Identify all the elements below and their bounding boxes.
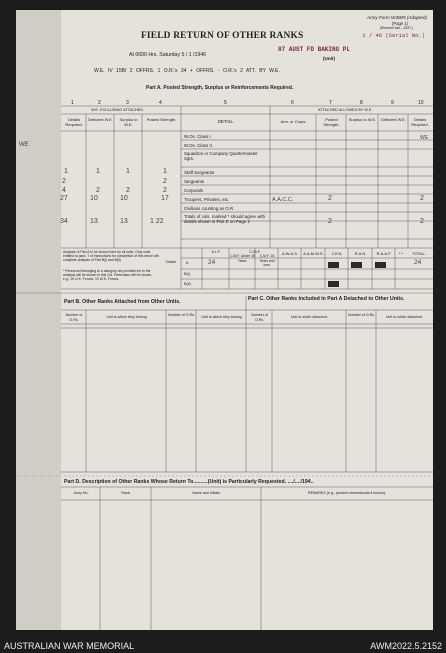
col-number-8: 8 [360, 100, 363, 106]
we-handwritten-mark-right: WE [420, 135, 429, 141]
unit-stamp: 87 AUST FD BAKING PL [278, 46, 351, 53]
detail-row-label: Totals of cols. marked * should agree with details shown in Part E on Page 2 [184, 214, 266, 224]
redaction-block [375, 262, 386, 268]
analysis-row-a: A [186, 261, 189, 265]
civil-header: CIVIL [331, 251, 342, 256]
army-form-number: Army Form W3009 (Adapted) [367, 15, 427, 20]
posted-strength-header-2: Posted Strength. [323, 117, 340, 127]
part-c-number-col: Number of O.Rs. [251, 313, 268, 322]
row-value: 2 [126, 187, 130, 194]
row-value: 4 [62, 187, 66, 194]
we-excluding-header: W.E. EXCLUDING ATTACHED. [91, 108, 145, 112]
page-reference: (Page 1) [391, 21, 408, 26]
analysis-note: Analysis of Part A to be shown here by all units. Only units entitled to para. 7 of instructions for completion of this return will complete analysis of Part B(i) and B(ii). [63, 250, 159, 262]
posted-total-value: 2 [328, 218, 332, 225]
total-value: 1 22 [150, 218, 164, 225]
col-number-9: 9 [391, 100, 394, 106]
we-handwritten-mark: WE [19, 142, 29, 148]
analysis-row-bi: B(i) [184, 272, 190, 276]
row-value: 1 [126, 168, 130, 175]
unit-label: (Unit) [323, 56, 335, 61]
deficient-header: Deficient W.E. [87, 117, 114, 122]
attached-allowed-header: ATTACHED ALLOWED BY W.E. [318, 108, 373, 112]
row-value: 1 [163, 168, 167, 175]
part-b-heading: Part B. Other Ranks Attached from Other Units. [64, 299, 181, 305]
raaf-header: R.A.A.F. [376, 251, 392, 256]
aamws-header: A.A.M.W.S. [303, 251, 324, 256]
part-b-number-col-2: Number of O.Rs. [168, 313, 195, 317]
analysis-detail-label: Detail [166, 260, 176, 264]
detail-header: DETAIL. [217, 119, 235, 124]
part-b-number-col: Number of O.Rs. [65, 313, 83, 322]
detail-row-label: Sergeants [184, 179, 205, 184]
col-number-1: 1 [71, 100, 74, 106]
detail-row-label: Corporals [184, 188, 204, 193]
row-value: 10 [90, 195, 98, 202]
surplus-header: Surplus to W.E. [119, 117, 138, 127]
detail-row-label: Civilians counting as O.R. [184, 206, 235, 211]
cmf-18-over-header: C.M.F. 18 Years and over. [259, 254, 275, 268]
row-value: 2 [163, 187, 167, 194]
part-b-unit-col: Unit to which they belong [106, 315, 147, 319]
total-value: 13 [120, 218, 128, 225]
part-d-remarks-col: REMARKS (e.g., present whereabouts if known). [308, 491, 386, 495]
total-value: 24 [414, 259, 422, 266]
form-title: FIELD RETURN OF OTHER RANKS [141, 31, 304, 41]
part-c-heading: Part C. Other Ranks Included in Part A Detached to Other Units. [248, 296, 405, 302]
other-header: * * [398, 251, 404, 256]
detail-row-label: Squadron or Company Quartermaster Sgts. [184, 151, 258, 161]
redaction-block [328, 281, 339, 287]
redaction-block [351, 262, 362, 268]
archive-reference: AWM2022.5.2152 [370, 641, 442, 651]
col-number-10: 10 [418, 100, 424, 106]
deficient-header-2: Deficient W.E. [380, 117, 407, 122]
total-header: TOTAL. [412, 251, 426, 256]
col-number-4: 4 [159, 100, 162, 106]
category-note: * Personnel belonging to a category not provided for in the analysis will be shown in this Col. Particulars will be shown, e.g., 20 U.K. Forces, 10 W.S. Forces. [63, 269, 153, 281]
redaction-block [328, 262, 339, 268]
establishment-line: W.E. IV 15B/ 2 OFFRS. 1 O.R.'s 34 + OFFRS. - O.R.'s 2 ATT. BY W.E. [94, 68, 280, 74]
col-number-6: 6 [291, 100, 294, 106]
form-page [16, 10, 433, 630]
row-value: 2 [96, 187, 100, 194]
part-d-name-col: Name and Initials. [192, 491, 221, 495]
row-value: 2 [163, 178, 167, 185]
part-d-rank-col: Rank. [121, 491, 131, 495]
total-value: 13 [90, 218, 98, 225]
row-value: 17 [161, 195, 169, 202]
part-c-number-col-2: Number of O.Rs. [348, 313, 375, 317]
part-d-heading: Part D. Description of Other Ranks Whose Return To..........(Unit) is Particularly Requested. ..../..../194.. [64, 479, 314, 485]
row-value: 10 [120, 195, 128, 202]
part-c-unit-col-2: Unit to which detached. [385, 315, 424, 319]
arm-corps-value: A.A.C.C. [272, 197, 294, 203]
row-value: 27 [60, 195, 68, 202]
posted-header: Posted Strength. [146, 117, 177, 122]
details-required-value: 2 [420, 195, 424, 202]
col-number-5: 5 [224, 100, 227, 106]
part-c-unit-col: Unit to which detached. [290, 315, 329, 319]
part-d-army-no-col: Army No. [73, 491, 89, 495]
aif-header: A.I.F. [211, 249, 221, 254]
details-required-header-2: Details Required. [411, 117, 429, 127]
total-value: 34 [60, 218, 68, 225]
arm-corps-header: Arm. or Corps. [280, 119, 307, 124]
detail-row-label: Troopers, Privates, etc. [184, 197, 230, 202]
archive-caption: AUSTRALIAN WAR MEMORIAL [4, 641, 135, 651]
row-value: 1 [64, 168, 68, 175]
col-number-7: 7 [329, 100, 332, 106]
details-required-header: Details Required. [65, 117, 83, 127]
detail-row-label: W.Os. Class I. [184, 134, 212, 139]
col-number-3: 3 [126, 100, 129, 106]
part-a-heading: Part A. Posted Strength, Surplus or Reinforcements Required. [146, 85, 294, 91]
awas-header: A.W.A.S. [281, 251, 298, 256]
analysis-row-bii: B(ii) [184, 282, 191, 286]
detail-row-label: W.Os. Class II. [184, 143, 214, 148]
detail-row-label: Staff Sergeants [184, 170, 215, 175]
part-b-unit-col-2: Unit to which they belong [201, 315, 242, 319]
cmf-under-18-header: C.M.F. Under 18 Years. [230, 254, 255, 263]
details-total-value: 2 [420, 218, 424, 225]
surplus-header-2: Surplus to W.E. [348, 117, 377, 122]
aif-value: 24 [208, 259, 216, 266]
row-value: 2 [62, 178, 66, 185]
cmf-header: C.M.F. [249, 249, 261, 254]
posted-strength-value: 2 [328, 195, 332, 202]
revision-date: (Revised Jan., 1937.) [379, 26, 413, 30]
row-value: 1 [96, 168, 100, 175]
col-number-2: 2 [98, 100, 101, 106]
date-time-line: At 0600 Hrs. Saturday 5 / 1 /1946 [129, 52, 206, 58]
serial-number: 1 / 46 (Serial No.) [362, 32, 425, 39]
ran-header: R.A.N. [354, 251, 367, 256]
